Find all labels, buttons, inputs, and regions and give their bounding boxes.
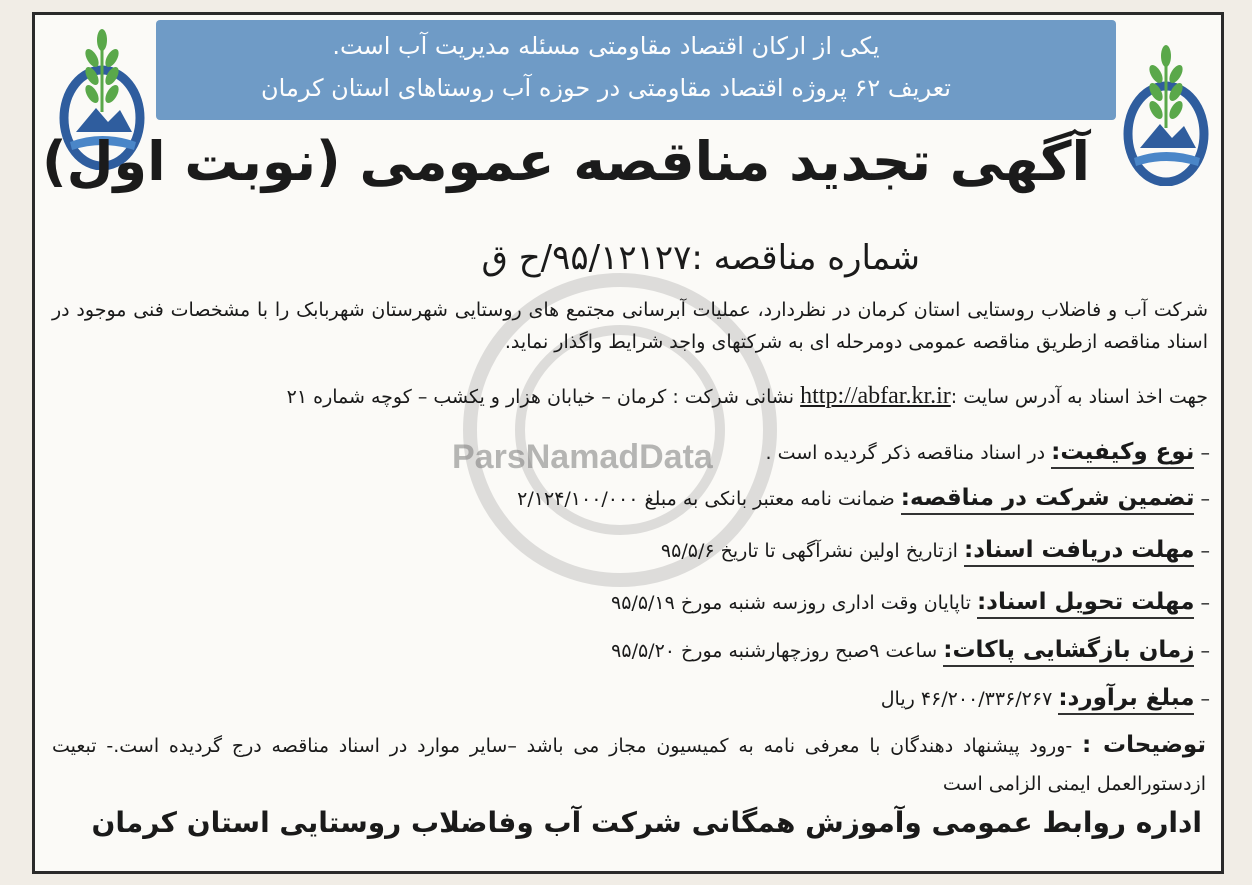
tender-number: شماره مناقصه :۹۵/۱۲۱۲۷/ح ق [481, 238, 920, 278]
documents-prefix: جهت اخذ اسناد به آدرس سایت : [950, 386, 1208, 408]
banner-line-2: تعریف ۶۲ پروژه اقتصاد مقاومتی در حوزه آب روستاهای استان کرمان [261, 74, 951, 102]
item-estimate: – مبلغ برآورد: ۴۶/۲۰۰/۳۳۶/۲۶۷ ریال [881, 678, 1210, 718]
item-value: ساعت ۹صبح روزچهارشنبه مورخ ۹۵/۵/۲۰ [611, 640, 938, 662]
documents-line [52, 380, 1208, 413]
item-value: تاپایان وقت اداری روزسه شنبه مورخ ۹۵/۵/۱۹ [611, 592, 971, 614]
item-label: مبلغ برآورد: [1058, 685, 1194, 715]
item-type-quality: – نوع وکیفیت: در اسناد مناقصه ذکر گردیده است . [765, 432, 1210, 472]
item-receive-deadline: – مهلت دریافت اسناد: ازتاریخ اولین نشرآگهی تا تاریخ ۹۵/۵/۶ [661, 530, 1210, 570]
company-address: نشانی شرکت : کرمان – خیابان هزار و یکشب – کوچه شماره ۲۱ [286, 386, 795, 408]
item-label: زمان بازگشایی پاکات: [943, 637, 1194, 667]
slogan-banner [156, 20, 1116, 120]
item-label: مهلت دریافت اسناد: [964, 537, 1194, 567]
item-value: ۴۶/۲۰۰/۳۳۶/۲۶۷ ریال [880, 688, 1053, 710]
company-logo-icon-right [1120, 38, 1212, 186]
item-value: در اسناد مناقصه ذکر گردیده است . [765, 442, 1046, 464]
banner-line-1: یکی از ارکان اقتصاد مقاومتی مسئله مدیریت آب است. [332, 32, 880, 60]
item-value: ضمانت نامه معتبر بانکی به مبلغ ۲/۱۲۴/۱۰۰/۰۰۰ [517, 488, 895, 510]
watermark-text: ParsNamadData [452, 438, 713, 476]
item-delivery-deadline: – مهلت تحویل اسناد: تاپایان وقت اداری روزسه شنبه مورخ ۹۵/۵/۱۹ [611, 582, 1210, 622]
website-link[interactable]: http://abfar.kr.ir [800, 383, 951, 409]
notes-label: توضیحات : [1082, 732, 1206, 758]
item-label: نوع وکیفیت: [1051, 439, 1194, 469]
notes [52, 726, 1206, 803]
item-value: ازتاریخ اولین نشرآگهی تا تاریخ ۹۵/۵/۶ [660, 540, 958, 562]
item-guarantee: – تضمین شرکت در مناقصه: ضمانت نامه معتبر بانکی به مبلغ ۲/۱۲۴/۱۰۰/۰۰۰ [517, 478, 1210, 518]
footer-signature: اداره روابط عمومی وآموزش همگانی شرکت آب وفاضلاب روستایی استان کرمان [91, 806, 1202, 839]
ad-title: آگهی تجدید مناقصه عمومی (نوبت اول) [42, 130, 1090, 193]
intro-paragraph: شرکت آب و فاضلاب روستایی استان کرمان در نظردارد، عملیات آبرسانی مجتمع های روستایی شهرستان شهربابک را با مشخصات فنی موجود در اسناد مناقصه ازطریق مناقصه عمومی دومرحله ای به شرکتهای واجد شرایط واگذار نماید. [52, 299, 1208, 353]
item-opening-time: – زمان بازگشایی پاکات: ساعت ۹صبح روزچهارشنبه مورخ ۹۵/۵/۲۰ [611, 630, 1210, 670]
item-label: تضمین شرکت در مناقصه: [901, 485, 1195, 515]
item-label: مهلت تحویل اسناد: [977, 589, 1195, 619]
notes-text: -ورود پیشنهاد دهندگان با معرفی نامه به کمیسیون مجاز می باشد –سایر موارد در اسناد مناقصه درج گردیده است.- تبعیت ازدستورالعمل ایمنی الزامی است [52, 735, 1206, 795]
